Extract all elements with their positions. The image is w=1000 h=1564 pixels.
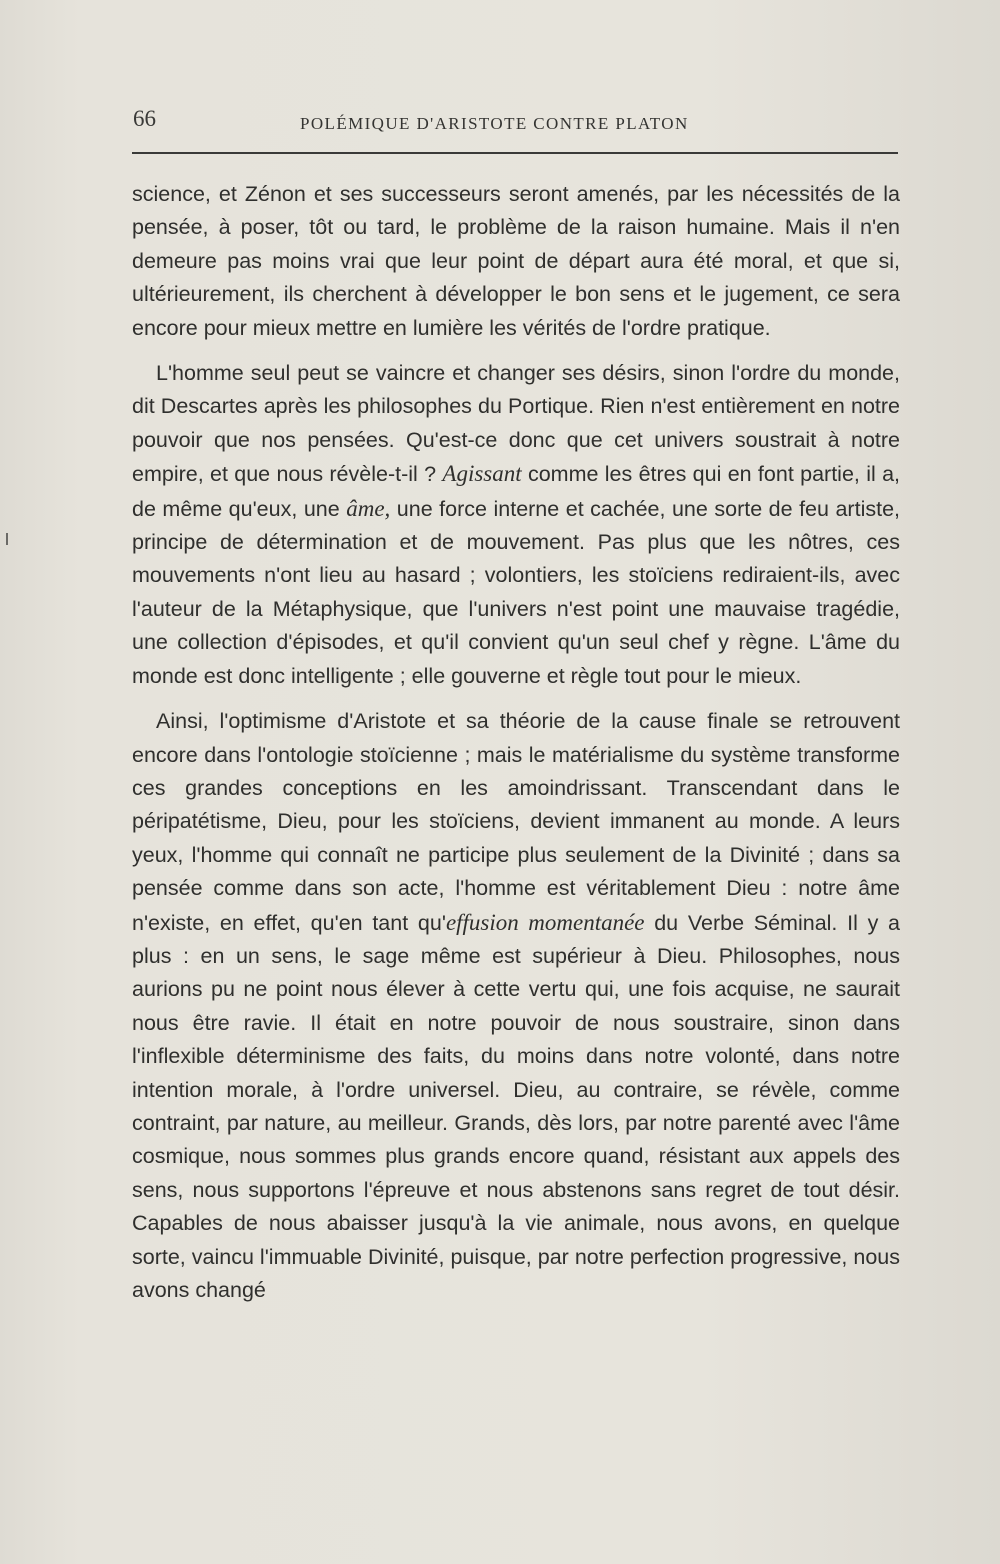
body-text: [132, 178, 900, 1307]
margin-mark: [6, 533, 8, 545]
paragraph-3-text-a: Ainsi, l'optimisme d'Aristote et sa théorie de la cause finale se retrouvent encore dans l'ontologie stoïcienne ; mais le matérialisme du système transforme ces grandes conceptions en les amoindrissant. Transcendant dans le péripatétisme, Dieu, pour les stoïciens, devient immanent au monde. A leurs yeux, l'homme qui connaît ne participe plus seulement de la Divinité ; dans sa pensée comme dans son acte, l'homme est véritablement Dieu : notre âme n'existe, en effet, qu'en tant qu': [132, 709, 900, 935]
paragraph-1-text: science, et Zénon et ses successeurs seront amenés, par les nécessités de la pensée, à poser, tôt ou tard, le problème de la raison humaine. Mais il n'en demeure pas moins vrai que leur point de départ aura été moral, et que si, ultérieurement, ils cherchent à développer le bon sens et le jugement, ce sera encore pour mieux mettre en lumière les vérités de l'ordre pratique.: [132, 182, 900, 340]
header-rule: [132, 152, 898, 154]
page-header: [130, 100, 898, 140]
paragraph-2-text-a: L'homme seul peut se vaincre et changer ses désirs, sinon l'ordre du monde, dit Descartes après les philosophes du Portique. Rien n'est entièrement en notre pouvoir que nos pensées. Qu'est-ce donc que cet univers soustrait à notre empire, et que nous révèle-t-il ?: [132, 361, 900, 487]
paragraph-3-text-b: du Verbe Séminal. Il y a plus : en un sens, le sage même est supérieur à Dieu. Philosophes, nous aurions pu ne point nous élever à cette vertu qui, une fois acquise, ne saurait nous être ravie. Il était en notre pouvoir de nous soustraire, sinon dans l'inflexible déterminisme des faits, du moins dans notre volonté, dans notre intention morale, à l'ordre universel. Dieu, au contraire, se révèle, comme contraint, par nature, au meilleur. Grands, dès lors, par notre parenté avec l'âme cosmique, nous sommes plus grands encore quand, résistant aux appels des sens, nous supportons l'épreuve et nous abstenons sans regret de tout désir. Capables de nous abaisser jusqu'à la vie animale, nous avons, en quelque sorte, vaincu l'immuable Divinité, puisque, par notre perfection progressive, nous avons changé: [132, 910, 900, 1302]
page-number: 66: [133, 106, 156, 131]
running-title: POLÉMIQUE D'ARISTOTE CONTRE PLATON: [300, 114, 689, 133]
paragraph-2-text-b: comme les êtres qui en font partie, il a, de même qu'eux, une: [132, 462, 900, 521]
paragraph-2: [132, 357, 900, 693]
paragraph-2-text-c: une force interne et cachée, une sorte de feu artiste, principe de détermination et de mouvement. Pas plus que les nôtres, ces mouvements n'ont lieu au hasard ; volontiers, les stoïciens rediraient-ils, avec l'auteur de la Métaphysique, que l'univers n'est point une mauvaise tragédie, une collection d'épisodes, et qu'il convient qu'un seul chef y règne. L'âme du monde est donc intelligente ; elle gouverne et règle tout pour le mieux.: [132, 496, 900, 688]
italic-ame: âme,: [346, 495, 391, 521]
italic-agissant: Agissant: [442, 461, 522, 487]
italic-effusion: effusion momentanée: [445, 909, 645, 935]
paragraph-3: [132, 705, 900, 1307]
paragraph-1: [132, 178, 900, 345]
